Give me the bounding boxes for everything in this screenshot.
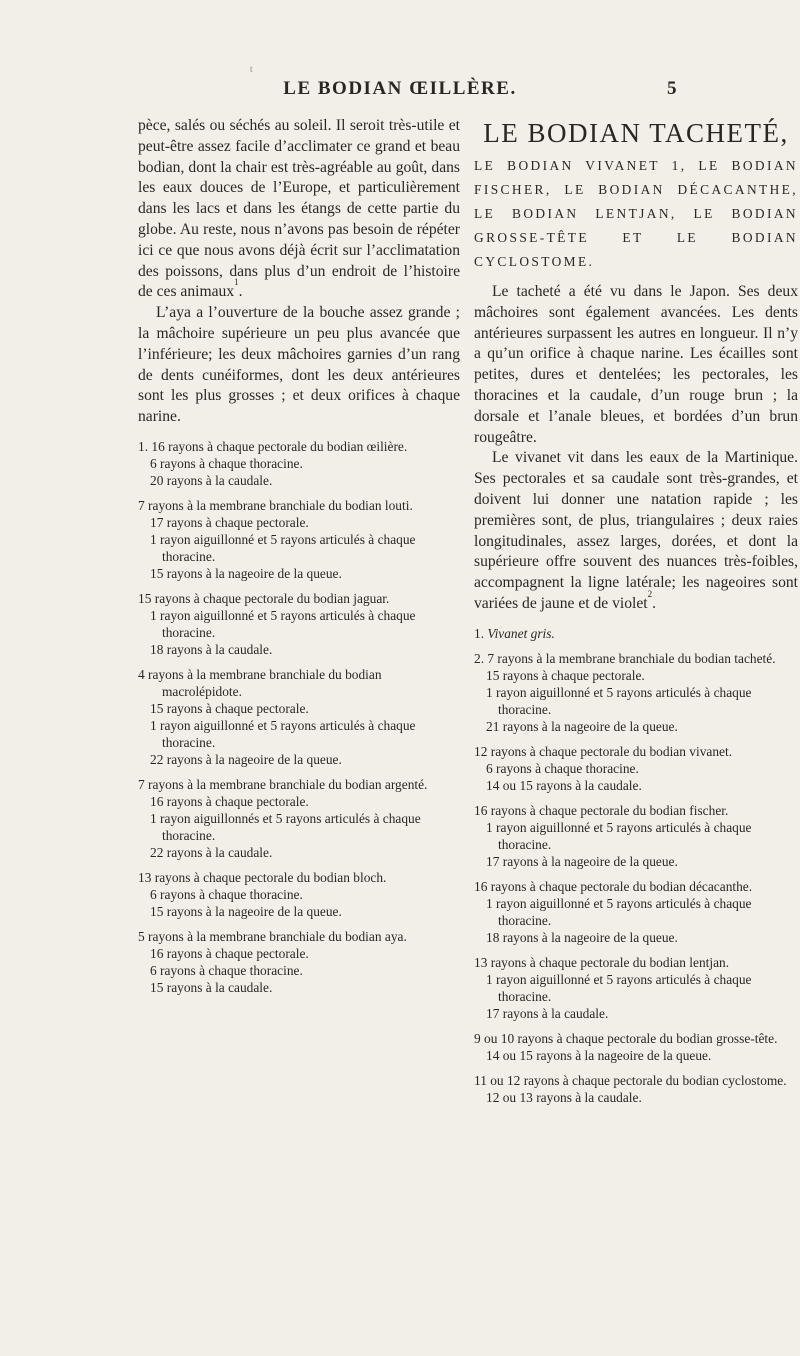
- page-header: [0, 78, 800, 108]
- note-line: 14 ou 15 rayons à la caudale.: [486, 777, 642, 793]
- note-group: [474, 1072, 798, 1106]
- note-group: [474, 954, 798, 1022]
- note-line: 20 rayons à la caudale.: [150, 472, 273, 488]
- note-line: 15 rayons à chaque pectorale du bodian jaguar.: [138, 590, 390, 606]
- note-line: 1. Vivanet gris.: [474, 625, 555, 641]
- note-line: 1 rayon aiguillonné et 5 rayons articulés à chaque thoracine.: [486, 819, 752, 852]
- note-line: 11 ou 12 rayons à chaque pectorale du bodian cyclostome.: [474, 1072, 787, 1088]
- note-group: [474, 802, 798, 870]
- note-line: 17 rayons à chaque pectorale.: [150, 514, 309, 530]
- left-notes: [138, 438, 460, 996]
- note-line: 1 rayon aiguillonné et 5 rayons articulés à chaque thoracine.: [150, 717, 416, 750]
- note-line: 1 rayon aiguillonné et 5 rayons articulés à chaque thoracine.: [486, 684, 752, 717]
- note-line: 17 rayons à la caudale.: [486, 1005, 609, 1021]
- note-line: 6 rayons à chaque thoracine.: [486, 760, 639, 776]
- note-group: [138, 497, 460, 582]
- note-group: [138, 869, 460, 920]
- note-group: [474, 650, 798, 735]
- note-line: 1 rayon aiguillonné et 5 rayons articulés à chaque thoracine.: [486, 971, 752, 1004]
- note-line: 14 ou 15 rayons à la nageoire de la queue.: [486, 1047, 712, 1063]
- note-line: 16 rayons à chaque pectorale du bodian décacanthe.: [474, 878, 753, 894]
- note-line: 7 rayons à la membrane branchiale du bodian argenté.: [138, 776, 428, 792]
- note-line: 9 ou 10 rayons à chaque pectorale du bodian grosse-tête.: [474, 1030, 778, 1046]
- note-line: 7 rayons à la membrane branchiale du bodian louti.: [138, 497, 413, 513]
- note-line: 18 rayons à la nageoire de la queue.: [486, 929, 678, 945]
- note-line: 2. 7 rayons à la membrane branchiale du bodian tacheté.: [474, 650, 776, 666]
- note-line: 5 rayons à la membrane branchiale du bodian aya.: [138, 928, 407, 944]
- note-line: 15 rayons à la nageoire de la queue.: [150, 565, 342, 581]
- note-group: [474, 878, 798, 946]
- paragraph-1: pèce, salés ou séchés au soleil. Il seroit très-utile et peut-être assez facile d’acclimater ce grand et beau bodian, dont la chair est très-agréable au goût, dans les eaux douces de l’Europe, et particulièrement dans les lacs et dans les étangs de cette partie du globe. Au reste, nous n’avons pas besoin de répéter ici ce que nous avons déjà écrit sur l’acclimatation des poissons, dans plus d’un endroit de l’histoire de ces animaux$^1$.: [138, 117, 460, 301]
- note-line: 21 rayons à la nageoire de la queue.: [486, 718, 678, 734]
- note-line: 1. 16 rayons à chaque pectorale du bodian œilière.: [138, 438, 408, 454]
- footnote-ref: 1: [234, 277, 239, 288]
- note-group: [138, 776, 460, 861]
- note-line: 12 ou 13 rayons à la caudale.: [486, 1089, 642, 1105]
- note-line: 15 rayons à chaque pectorale.: [486, 667, 645, 683]
- note-line: 22 rayons à la caudale.: [150, 844, 273, 860]
- note-group: [138, 928, 460, 996]
- note-line: 15 rayons à la nageoire de la queue.: [150, 903, 342, 919]
- note-line: 12 rayons à chaque pectorale du bodian vivanet.: [474, 743, 733, 759]
- note-line: 17 rayons à la nageoire de la queue.: [486, 853, 678, 869]
- note-line: 6 rayons à chaque thoracine.: [150, 962, 303, 978]
- note-group: [474, 625, 798, 642]
- note-line: 6 rayons à chaque thoracine.: [150, 455, 303, 471]
- note-line: 15 rayons à chaque pectorale.: [150, 700, 309, 716]
- note-line: 18 rayons à la caudale.: [150, 641, 273, 657]
- paragraph-4: Le vivanet vit dans les eaux de la Martinique. Ses pectorales et sa caudale sont très-grandes, et doivent lui donner une natation rapide ; les premières sont, de plus, triangulaires ; deux raies longitudinales, assez larges, dorées, et dont la supérieure offre souvent des nuances très-foibles, accompagnent la ligne latérale; les nageoires sont variées de jaune et de violet$^2$.: [474, 449, 798, 612]
- note-group: [138, 438, 460, 489]
- note-line: 6 rayons à chaque thoracine.: [150, 886, 303, 902]
- note-line: 1 rayon aiguillonnés et 5 rayons articulés à chaque thoracine.: [150, 810, 421, 843]
- note-line: 15 rayons à la caudale.: [150, 979, 273, 995]
- note-group: [474, 1030, 798, 1064]
- page-number: 5: [667, 78, 677, 99]
- note-line: 16 rayons à chaque pectorale.: [150, 793, 309, 809]
- chapter-title: LE BODIAN TACHETÉ,: [483, 118, 789, 148]
- running-head: LE BODIAN ŒILLÈRE.: [283, 78, 517, 99]
- note-line: 1 rayon aiguillonné et 5 rayons articulés à chaque thoracine.: [150, 531, 416, 564]
- note-line: 16 rayons à chaque pectorale.: [150, 945, 309, 961]
- note-group: [474, 743, 798, 794]
- note-line: 1 rayon aiguillonné et 5 rayons articulés à chaque thoracine.: [486, 895, 752, 928]
- paragraph-2: L’aya a l’ouverture de la bouche assez grande ; la mâchoire supérieure un peu plus avancée que l’inférieure; les deux mâchoires garnies d’un rang de dents cunéiformes, dont les deux antérieures sont les plus grosses ; et deux orifices à chaque narine.: [138, 304, 460, 426]
- note-line: 13 rayons à chaque pectorale du bodian lentjan.: [474, 954, 730, 970]
- note-group: [138, 590, 460, 658]
- right-notes: [474, 625, 798, 1106]
- footnote-ref: 2: [647, 588, 653, 599]
- note-group: [138, 666, 460, 768]
- right-column: [474, 116, 798, 1114]
- left-column: [138, 116, 460, 1004]
- margin-mark: t: [250, 64, 253, 74]
- note-line: 1 rayon aiguillonné et 5 rayons articulés à chaque thoracine.: [150, 607, 416, 640]
- note-line: 13 rayons à chaque pectorale du bodian bloch.: [138, 869, 387, 885]
- note-line: 4 rayons à la membrane branchiale du bodian macrolépidote.: [138, 666, 382, 699]
- note-line: 16 rayons à chaque pectorale du bodian fischer.: [474, 802, 729, 818]
- chapter-subtitle: LE BODIAN VIVANET 1, LE BODIAN FISCHER, LE BODIAN DÉCACANTHE, LE BODIAN LENTJAN, LE BODIAN GROSSE-TÊTE ET LE BODIAN CYCLOSTOME.: [474, 158, 798, 269]
- paragraph-3: Le tacheté a été vu dans le Japon. Ses deux mâchoires sont également avancées. Les dents antérieures surpassent les autres en longueur. Il n’y a qu’un orifice à chaque narine. Les écailles sont petites, dures et dentelées; les pectorales, les thoracines et la caudale, d’un rouge brun ; la dorsale et l’anale bleues, et bordées d’un brun rougeâtre.: [474, 283, 798, 446]
- note-line: 22 rayons à la nageoire de la queue.: [150, 751, 342, 767]
